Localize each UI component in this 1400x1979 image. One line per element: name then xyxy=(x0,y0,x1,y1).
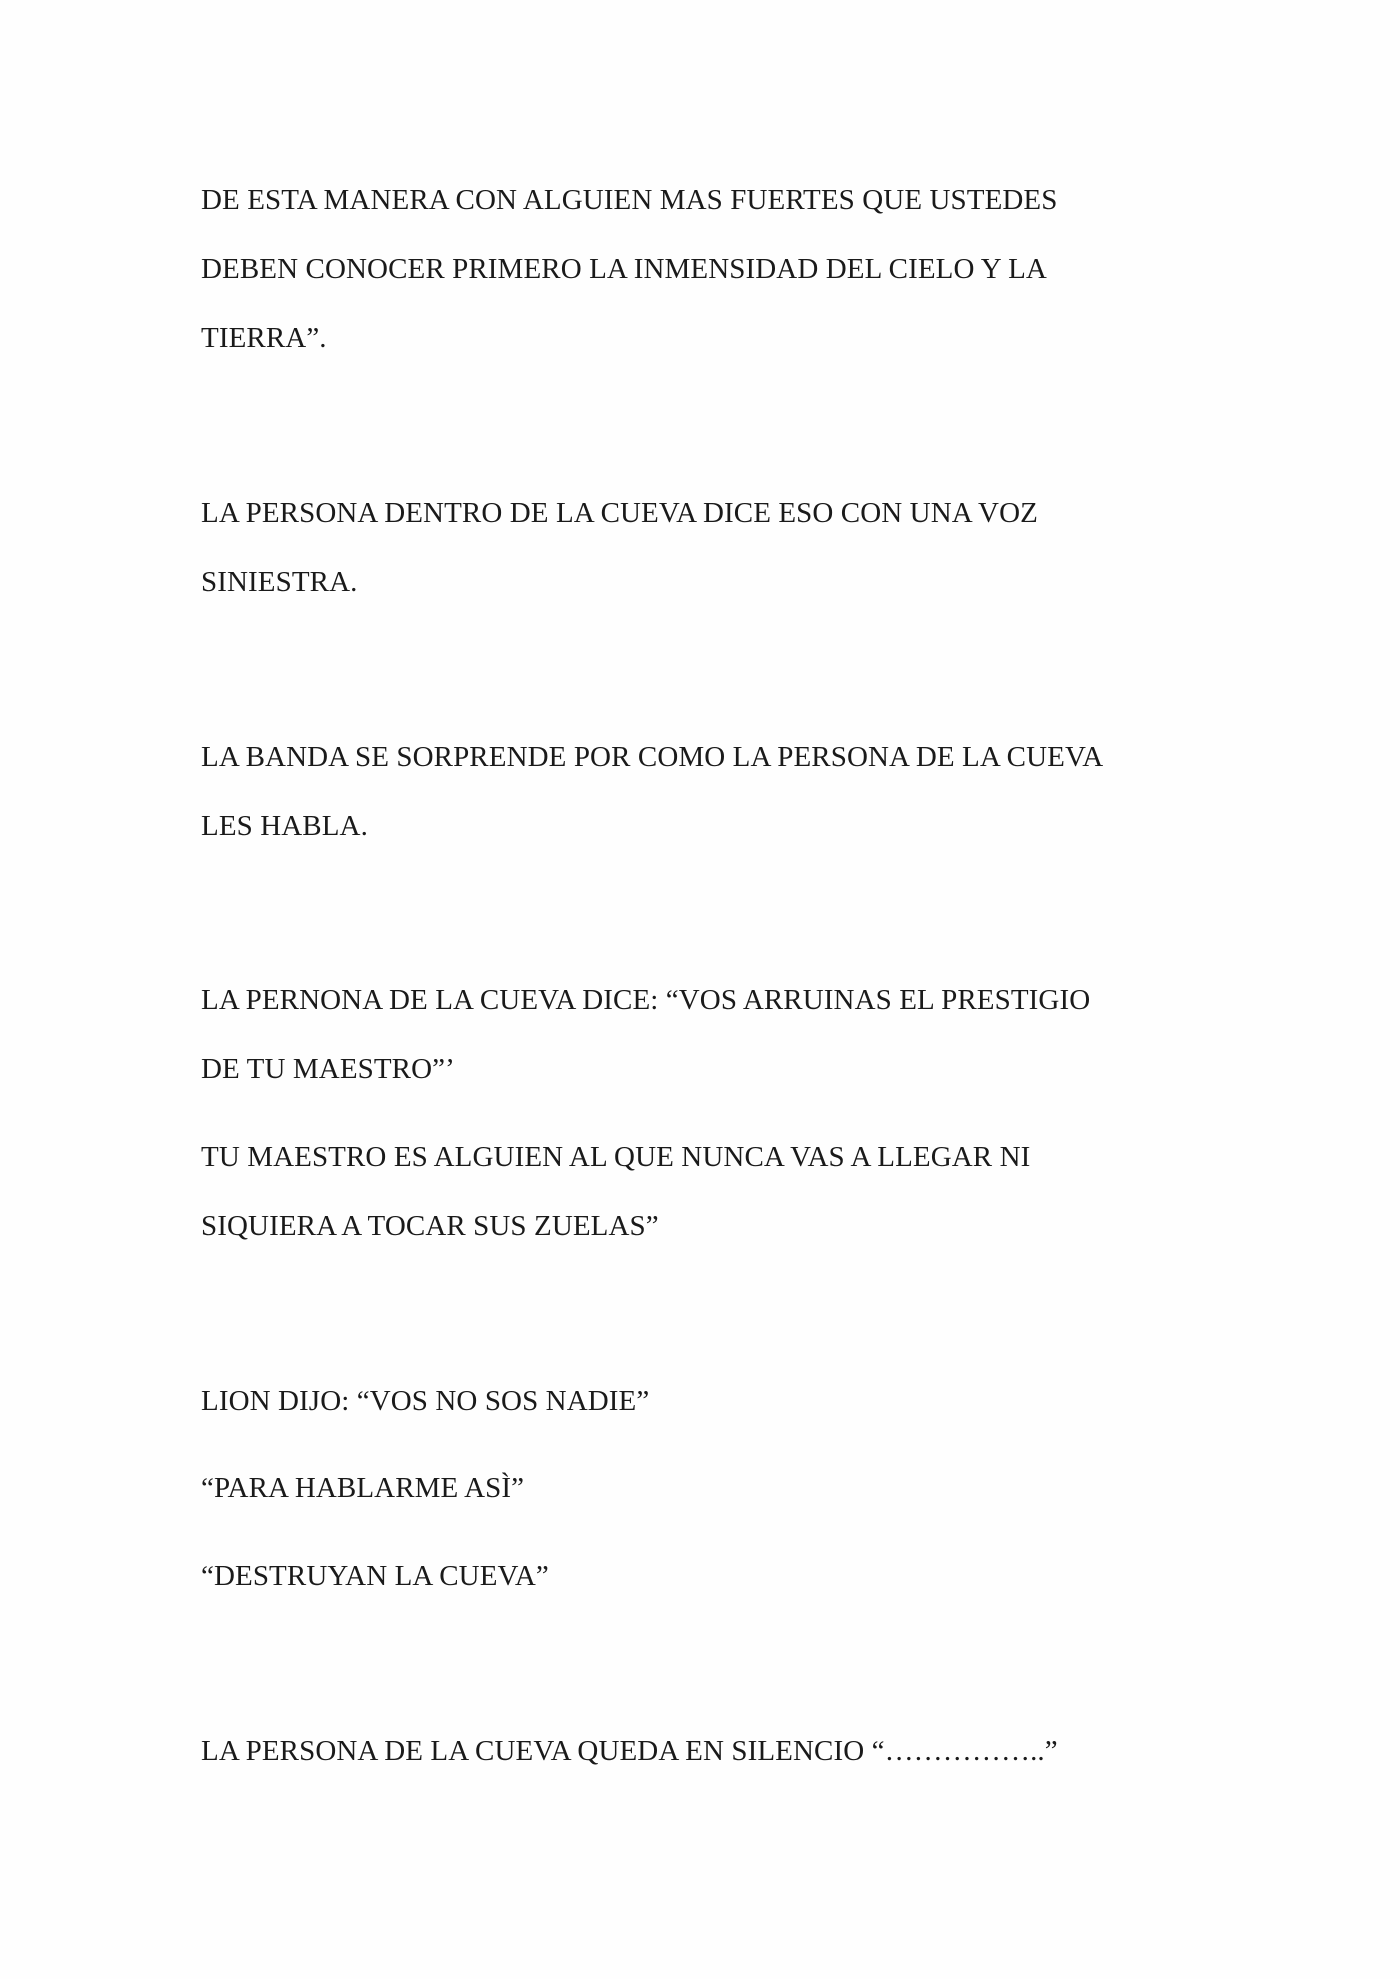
paragraph-1-line-3: TIERRA”. xyxy=(201,322,327,354)
paragraph-7-line-1: “PARA HABLARME ASÌ” xyxy=(201,1472,525,1504)
paragraph-5-line-2: SIQUIERA A TOCAR SUS ZUELAS” xyxy=(201,1210,659,1242)
paragraph-3-line-1: LA BANDA SE SORPRENDE POR COMO LA PERSONA DE LA CUEVA xyxy=(201,741,1104,773)
paragraph-1-line-2: DEBEN CONOCER PRIMERO LA INMENSIDAD DEL CIELO Y LA xyxy=(201,253,1047,285)
paragraph-4-line-1: LA PERNONA DE LA CUEVA DICE: “VOS ARRUINAS EL PRESTIGIO xyxy=(201,984,1091,1016)
paragraph-5-line-1: TU MAESTRO ES ALGUIEN AL QUE NUNCA VAS A LLEGAR NI xyxy=(201,1141,1031,1173)
paragraph-2-line-1: LA PERSONA DENTRO DE LA CUEVA DICE ESO CON UNA VOZ xyxy=(201,497,1038,529)
paragraph-8-line-1: “DESTRUYAN LA CUEVA” xyxy=(201,1560,549,1592)
paragraph-4-line-2: DE TU MAESTRO”’ xyxy=(201,1053,455,1085)
paragraph-6-line-1: LION DIJO: “VOS NO SOS NADIE” xyxy=(201,1385,650,1417)
paragraph-9-line-1: LA PERSONA DE LA CUEVA QUEDA EN SILENCIO “……………..” xyxy=(201,1735,1058,1767)
paragraph-1-line-1: DE ESTA MANERA CON ALGUIEN MAS FUERTES QUE USTEDES xyxy=(201,184,1058,216)
paragraph-3-line-2: LES HABLA. xyxy=(201,810,368,842)
paragraph-2-line-2: SINIESTRA. xyxy=(201,566,358,598)
